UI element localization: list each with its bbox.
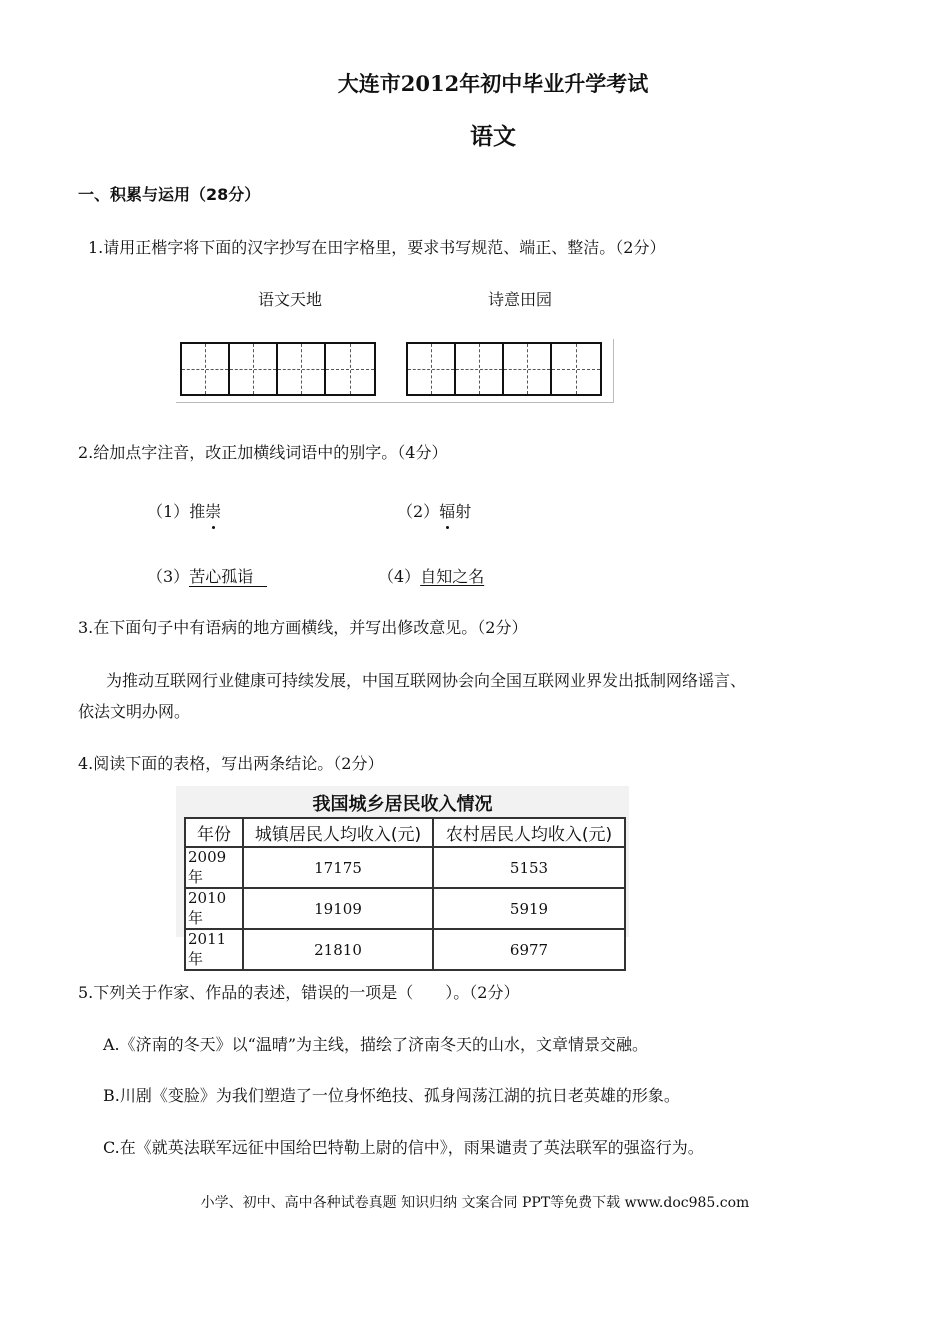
cell-year: 2010年 [185, 888, 243, 929]
income-table-figure [176, 786, 629, 968]
underlined-word: 自知之名 [420, 567, 485, 586]
header-urban: 城镇居民人均收入(元) [243, 818, 433, 847]
cell-year: 2011年 [185, 929, 243, 970]
header-year: 年份 [185, 818, 243, 847]
header-rural: 农村居民人均收入(元) [433, 818, 625, 847]
option-c[interactable]: C.在《就英法联军远征中国给巴特勒上尉的信中》，雨果谴责了英法联军的强盗行为。 [103, 1138, 704, 1157]
grid-cell[interactable] [326, 344, 374, 394]
grid-cell[interactable] [278, 344, 326, 394]
income-table [184, 817, 626, 971]
item-char: 推 [189, 502, 206, 521]
cell-year: 2009年 [185, 847, 243, 888]
subject-title: 语文 [470, 123, 516, 150]
grid-cell[interactable] [182, 344, 230, 394]
table-header-row [185, 818, 625, 847]
question-2: 2.给加点字注音，改正加横线词语中的别字。（4分） [78, 443, 448, 462]
grid-cell[interactable] [504, 344, 552, 394]
option-b[interactable]: B.川剧《变脸》为我们塑造了一位身怀绝技、孤身闯荡江湖的抗日老英雄的形象。 [103, 1086, 680, 1105]
section-heading: 一、积累与运用（28分） [78, 185, 261, 204]
question-1: 1.请用正楷字将下面的汉字抄写在田字格里，要求书写规范、端正、整洁。（2分） [88, 238, 666, 257]
item-number: （4） [378, 567, 421, 586]
item-number: （2） [397, 502, 440, 521]
cell-urban: 21810 [243, 929, 433, 970]
cell-rural: 5919 [433, 888, 625, 929]
grid-cell[interactable] [552, 344, 600, 394]
phrase-b: 诗意田园 [488, 290, 553, 309]
q3-sentence-line1: 为推动互联网行业健康可持续发展，中国互联网协会向全国互联网业界发出抵制网络谣言、 [106, 671, 747, 690]
cell-urban: 17175 [243, 847, 433, 888]
grid-cell[interactable] [230, 344, 278, 394]
table-row [185, 888, 625, 929]
cell-rural: 5153 [433, 847, 625, 888]
dotted-char: 辐 [439, 499, 455, 522]
item-number: （3） [147, 567, 190, 586]
grid-cell[interactable] [408, 344, 456, 394]
table-title: 我国城乡居民收入情况 [312, 794, 493, 815]
table-row [185, 929, 625, 970]
question-5: 5.下列关于作家、作品的表述，错误的一项是（ ）。（2分） [78, 983, 520, 1002]
underlined-word: 苦心孤诣 [189, 567, 267, 587]
exam-title: 大连市2012年初中毕业升学考试 [337, 71, 649, 96]
q2-item-3 [147, 564, 267, 587]
page-footer: 小学、初中、高中各种试卷真题 知识归纳 文案合同 PPT等免费下载 www.doc985.com [200, 1195, 750, 1211]
q3-sentence-line2: 依法文明办网。 [78, 702, 191, 721]
item-char: 射 [455, 502, 472, 521]
cell-rural: 6977 [433, 929, 625, 970]
item-number: （1） [147, 502, 190, 521]
tianzige-area [176, 339, 614, 403]
phrase-a: 语文天地 [258, 290, 323, 309]
option-a[interactable]: A.《济南的冬天》以“温晴”为主线，描绘了济南冬天的山水，文章情景交融。 [103, 1035, 649, 1054]
tianzige-grid-b[interactable] [406, 342, 602, 396]
q2-item-1 [147, 499, 221, 522]
q2-item-4 [378, 564, 484, 587]
tianzige-grid-a[interactable] [180, 342, 376, 396]
grid-cell[interactable] [456, 344, 504, 394]
question-3: 3.在下面句子中有语病的地方画横线，并写出修改意见。（2分） [78, 618, 528, 637]
q2-item-2 [397, 499, 471, 522]
table-row [185, 847, 625, 888]
dotted-char: 崇 [205, 499, 221, 522]
question-4: 4.阅读下面的表格，写出两条结论。（2分） [78, 754, 384, 773]
cell-urban: 19109 [243, 888, 433, 929]
